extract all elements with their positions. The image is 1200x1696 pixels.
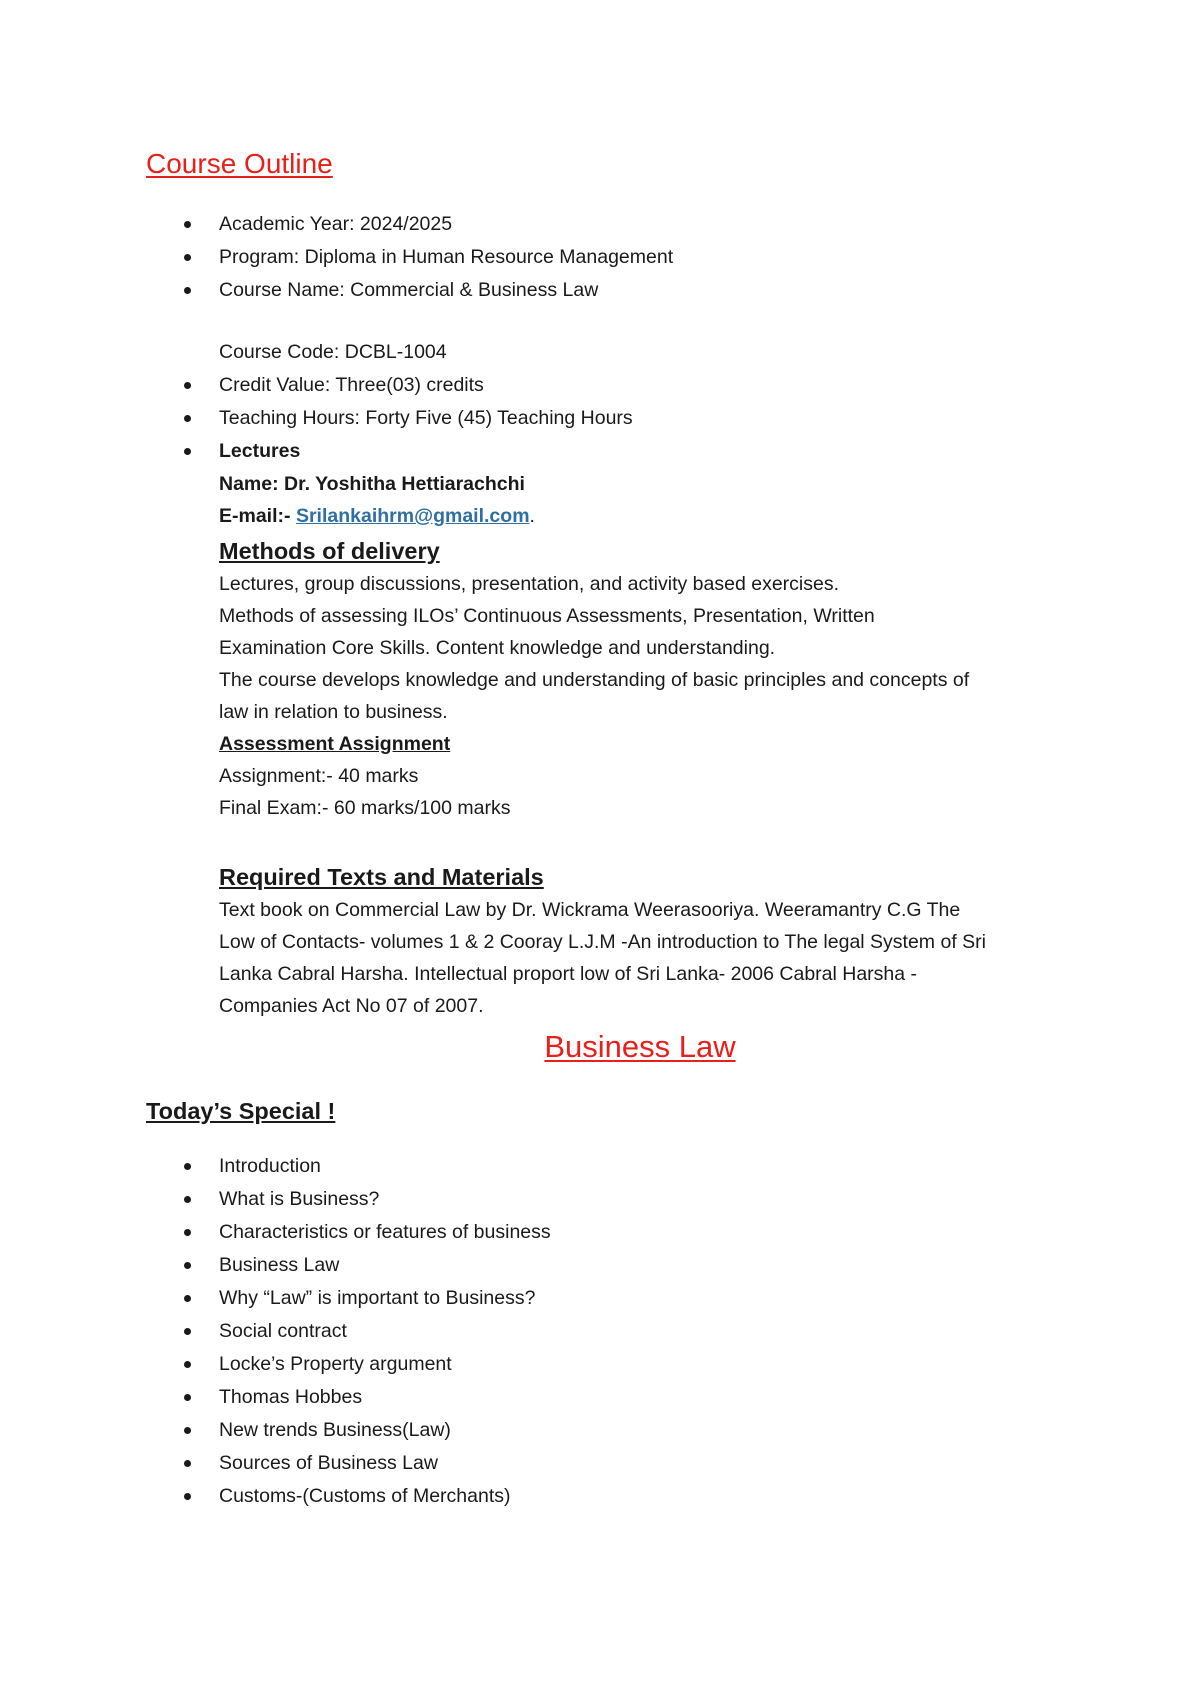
- lecturer-name: Name: Dr. Yoshitha Hettiarachchi: [219, 473, 525, 495]
- list-item: Teaching Hours: Forty Five (45) Teaching Hours: [219, 407, 633, 429]
- list-item: Lectures: [219, 440, 301, 462]
- list-item: Credit Value: Three(03) credits: [219, 374, 484, 396]
- assignment-marks: Assignment:- 40 marks: [219, 765, 419, 787]
- list-item: Sources of Business Law: [219, 1452, 438, 1474]
- list-item: Program: Diploma in Human Resource Management: [219, 246, 674, 268]
- methods-line: The course develops knowledge and understanding of basic principles and concepts of: [219, 669, 970, 691]
- list-item: Business Law: [219, 1254, 340, 1276]
- email-link[interactable]: Srilankaihrm@gmail.com: [295, 505, 530, 527]
- required-texts-line: Text book on Commercial Law by Dr. Wickrama Weerasooriya. Weeramantry C.G The: [219, 899, 961, 921]
- topics-list: [146, 1150, 551, 1513]
- list-item: Locke’s Property argument: [219, 1353, 452, 1375]
- required-texts-line: Companies Act No 07 of 2007.: [219, 995, 484, 1017]
- course-outline-list: [146, 208, 673, 532]
- list-item: Introduction: [219, 1155, 321, 1177]
- list-item: Academic Year: 2024/2025: [219, 213, 453, 235]
- list-item: What is Business?: [219, 1188, 380, 1210]
- methods-line: Methods of assessing ILOs’ Continuous Assessments, Presentation, Written: [219, 605, 875, 627]
- required-texts-line: Lanka Cabral Harsha. Intellectual proport low of Sri Lanka- 2006 Cabral Harsha -: [219, 963, 918, 985]
- final-exam-marks: Final Exam:- 60 marks/100 marks: [219, 797, 511, 819]
- list-spacer: [146, 307, 673, 336]
- methods-line: law in relation to business.: [219, 701, 448, 723]
- required-texts-section: [219, 860, 1079, 1022]
- list-item: Course Name: Commercial & Business Law: [219, 279, 599, 301]
- methods-of-delivery-section: [219, 534, 1079, 824]
- list-item: Characteristics or features of business: [219, 1221, 551, 1243]
- course-code: Course Code: DCBL-1004: [219, 341, 447, 363]
- list-item: Customs-(Customs of Merchants): [219, 1485, 511, 1507]
- methods-line: Lectures, group discussions, presentation, and activity based exercises.: [219, 573, 840, 595]
- methods-of-delivery-heading: Methods of delivery: [219, 538, 440, 564]
- list-item: New trends Business(Law): [219, 1419, 451, 1441]
- course-outline-title: Course Outline: [146, 148, 333, 179]
- list-item: Thomas Hobbes: [219, 1386, 363, 1408]
- assessment-heading: Assessment Assignment: [219, 733, 451, 755]
- list-item: Why “Law” is important to Business?: [219, 1287, 536, 1309]
- methods-line: Examination Core Skills. Content knowledge and understanding.: [219, 637, 776, 659]
- todays-special-heading: Today’s Special !: [146, 1098, 336, 1124]
- lecturer-email: E-mail:- Srilankaihrm@gmail.com.: [219, 505, 535, 527]
- business-law-title: Business Law: [544, 1029, 736, 1064]
- required-texts-heading: Required Texts and Materials: [219, 864, 544, 890]
- required-texts-line: Low of Contacts- volumes 1 & 2 Cooray L.J.M -An introduction to The legal System of Sri: [219, 931, 986, 953]
- list-item: Social contract: [219, 1320, 347, 1342]
